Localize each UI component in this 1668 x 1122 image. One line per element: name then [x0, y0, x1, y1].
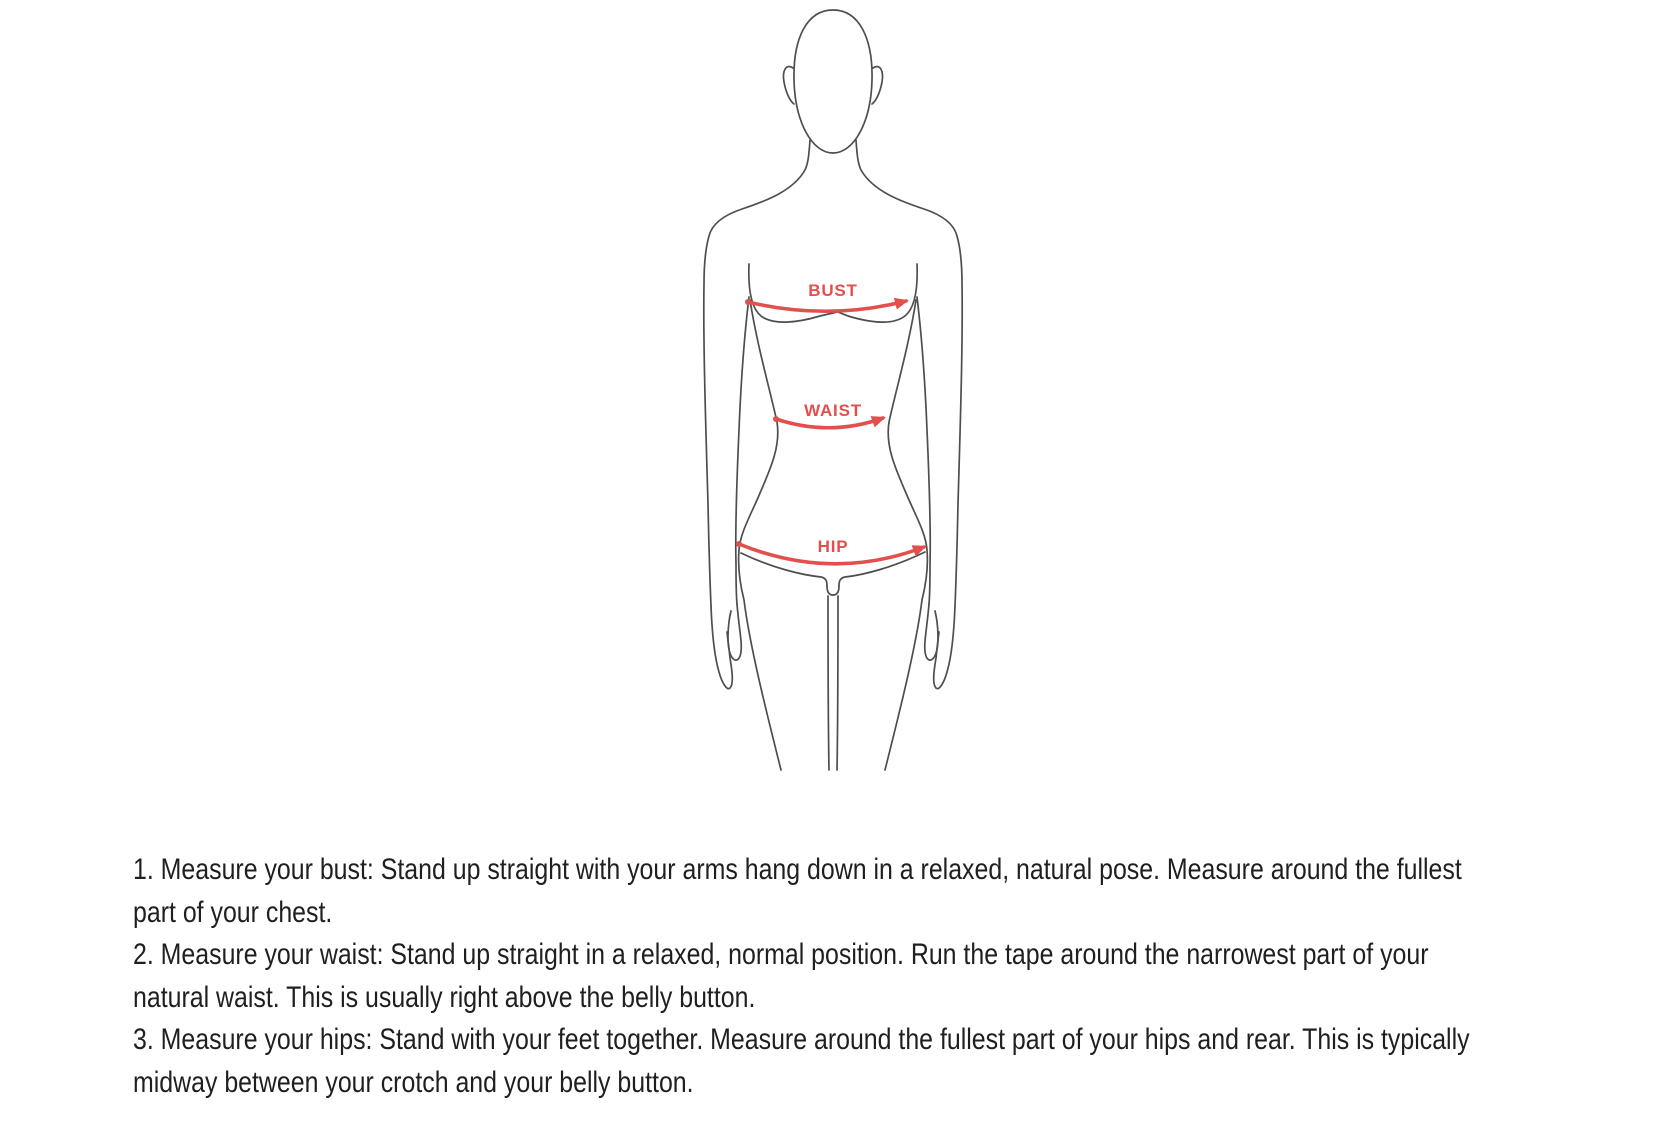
left-ear-outline: [783, 66, 794, 104]
instruction-item-bust: [133, 849, 1470, 934]
right-ear-outline: [872, 66, 883, 104]
crotch-curve: [827, 586, 839, 595]
bust-measure-arrow: [748, 301, 906, 311]
bust-label: BUST: [808, 281, 858, 300]
right-torso-leg-side: [885, 300, 927, 770]
head-outline: [794, 10, 872, 153]
right-neck-shoulder-arm: [856, 140, 962, 606]
left-thumb-outline: [728, 604, 741, 660]
body-measurement-diagram: [640, 0, 1050, 790]
right-inner-arm: [917, 297, 930, 604]
left-inner-arm: [736, 297, 749, 604]
hip-label: HIP: [817, 537, 849, 556]
body-outline: [704, 10, 962, 770]
right-inner-leg: [837, 596, 838, 770]
mannequin-figure: [640, 0, 1050, 790]
instruction-line: part of your chest.: [133, 895, 333, 929]
instruction-item-waist: [133, 934, 1470, 1019]
measurement-labels: [804, 281, 862, 556]
instruction-line: 3. Measure your hips: Stand with your feet together. Measure around the fullest part of your hips and rear. This is typically: [133, 1023, 1470, 1057]
instruction-line: midway between your crotch and your belly button.: [133, 1065, 694, 1099]
measurement-instructions: [133, 849, 1470, 1105]
right-thumb-outline: [925, 604, 938, 660]
waist-label: WAIST: [804, 401, 862, 420]
instruction-line: 2. Measure your waist: Stand up straight in a relaxed, normal position. Run the tape around the narrowest part of your: [133, 938, 1429, 972]
instruction-line: natural waist. This is usually right above the belly button.: [133, 980, 756, 1014]
left-torso-leg-side: [739, 300, 781, 770]
left-inner-leg: [828, 596, 829, 770]
measurement-arrows: [739, 301, 924, 564]
right-thigh-top-curve: [839, 552, 925, 586]
left-neck-shoulder-arm: [704, 140, 810, 606]
instruction-line: 1. Measure your bust: Stand up straight with your arms hang down in a relaxed, natural pose. Measure around the fullest: [133, 853, 1462, 886]
instruction-item-hips: [133, 1019, 1470, 1104]
